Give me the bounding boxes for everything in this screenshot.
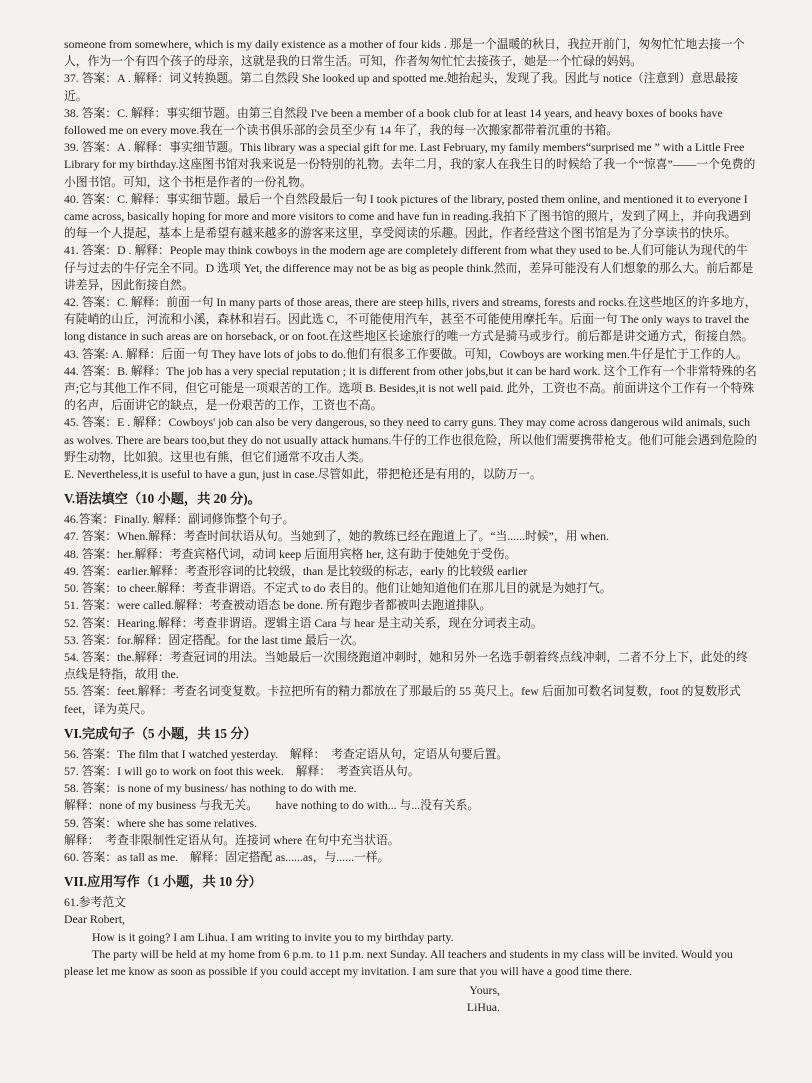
answer-42: 42. 答案：C. 解释：前面一句 In many parts of those areas, there are steep hills, rivers and streams, forests and rocks.在这些地区的许多地方，有陡峭的山丘，河流和小溪，森林和岩石。因此选 C，不可能使用汽车，甚至不可能使用摩托车。后面一句 The only ways to travel the long distance in such areas are on horseback, or on foot.在这些地区长途旅行的唯一方式是骑马或步行。前后都是讲交通方式，衔接自然。 (64, 295, 757, 344)
answer-37: 37. 答案：A . 解释：词义转换题。第二自然段 She looked up and spotted me.她抬起头，发现了我。因此与 notice（注意到）意思最接近。 (64, 71, 739, 103)
answer-59: 59. 答案：where she has some relatives. (64, 815, 257, 830)
answer-57: 57. 答案：I will go to work on foot this week. 解释： 考查宾语从句。 (64, 763, 420, 778)
answer-45: 45. 答案：E . 解释：Cowboys' job can also be very dangerous, so they need to carry guns. They may come across dangerous wild animals, such as wolves. There are bears too,but they do not usually attack humans.牛仔的工作也很危险，所以他们需要携带枪支。他们可能会遇到危险的野生动物，比如狼。这里也有熊，但它们通常不攻击人类。 (64, 415, 758, 464)
answer-58: 58. 答案：is none of my business/ has nothing to do with me. (64, 781, 357, 796)
section-title: V.语法填空（10 小题，共 20 分)。 (64, 491, 261, 507)
answer-47: 47. 答案：When.解释：考查时间状语从句。当她到了，她的教练已经在跑道上了。“当......时候”，用 when. (64, 529, 609, 544)
answer-51: 51. 答案：were called.解释：考查被动语态 be done. 所有跑步者都被叫去跑道排队。 (64, 598, 492, 613)
answer-54: 54. 答案：the.解释：考查冠词的用法。当她最后一次围绕跑道冲刺时，她和另外一名选手朝着终点线冲刺，二者不分上下，此处的终点线是特指，故用 the. (64, 649, 748, 682)
answer-56: 56. 答案：The film that I watched yesterday. 解释： 考查定语从句，定语从句要后置。 (64, 746, 509, 761)
answer-39: 39. 答案：A . 解释：事实细节题。This library was a special gift for me. Last February, my family members“surprised me ” with a Little Free Library for my birthday.这座图书馆对我来说是一份特别的礼物。去年二月，我的家人在我生日的时候给了我一个“惊喜”——一个免费的小图书馆。可知，这个书柜是作者的一份礼物。 (64, 140, 756, 189)
section-title: VII.应用写作（1 小题，共 10 分） (64, 874, 262, 890)
answer-50: 50. 答案：to cheer.解释：考查非谓语。不定式 to do 表目的。他们让她知道他们在那儿目的就是为她打气。 (64, 581, 612, 596)
answer-41: 41. 答案：D . 解释：People may think cowboys in the modern age are completely different from what they used to be.人们可能认为现代的牛仔与过去的牛仔完全不同。D 选项 Yet, the difference may not be as big as people think.然而，差异可能没有人们想象的那么大。前后都是讲差异，因此衔接自然。 (64, 243, 754, 292)
intro-line: someone from somewhere, which is my daily existence as a mother of four kids . 那是一个温暖的秋日，我拉开前门，匆匆忙忙地去接一个人，作为一个有四个孩子的母亲，这就是我的日常生活。可知，作者匆匆忙忙去接孩子，她是一个忙碌的妈妈。 (64, 37, 745, 69)
letter-signature: LiHua. (466, 1000, 500, 1015)
section-writing (64, 872, 758, 1016)
answer-55: 55. 答案：feet.解释：考查名词变复数。卡拉把所有的精力都放在了那最后的 55 英尺上。few 后面加可数名词复数，foot 的复数形式 feet，译为英尺。 (64, 684, 741, 716)
answer-60: 60. 答案：as tall as me. 解释：固定搭配 as......as，与......一样。 (64, 849, 390, 864)
answer-46: 46.答案：Finally. 解释：副词修饰整个句子。 (64, 512, 295, 527)
model-essay-label: 61.参考范文 (64, 895, 126, 910)
reading-answers (64, 70, 758, 483)
option-e-text: E. Nevertheless,it is useful to have a gun, just in case.尽管如此，带把枪还是有用的，以防万一。 (64, 467, 542, 482)
answer-53: 53. 答案：for.解释：固定搭配。for the last time 最后一次。 (64, 632, 364, 647)
letter-closing: Yours, (469, 983, 500, 998)
letter-paragraph: The party will be held at my home from 6 p.m. to 11 p.m. next Sunday. All teachers and students in my class will be invited. Would you please let me know as soon as possible if you could accept my invitation. I am sure that you will have a good time there. (64, 946, 733, 978)
answer-40: 40. 答案：C. 解释：事实细节题。最后一个自然段最后一句 I took pictures of the library, posted them online, and mentioned it to everyone I came across, basically hoping for more and more visitors to come and have fun in reading.我拍下了图书馆的照片，发到了网上，并向我遇到的每一个人提起，基本上是希望有越来越多的游客来这里，享受阅读的乐趣。因此，作者经营这个图书馆是为了分享读书的快乐。 (64, 191, 752, 241)
section-sentence-completion (64, 724, 758, 866)
section-grammar-fill (64, 489, 758, 717)
intro-paragraph (64, 36, 758, 70)
letter-paragraph: How is it going? I am Lihua. I am writing to invite you to my birthday party. (92, 929, 454, 944)
explanation-59: 解释： 考查非限制性定语从句。连接词 where 在句中充当状语。 (64, 832, 400, 847)
answer-48: 48. 答案：her.解释：考查宾格代词，动词 keep 后面用宾格 her, 这有助于使她免于受伤。 (64, 546, 517, 561)
letter-salutation: Dear Robert, (64, 912, 125, 927)
answer-52: 52. 答案：Hearing.解释：考查非谓语。逻辑主语 Cara 与 hear 是主动关系，现在分词表主动。 (64, 615, 543, 630)
letter-sign-off (64, 982, 758, 1016)
explanation-58: 解释：none of my business 与我无关。 have nothing to do with... 与...没有关系。 (64, 798, 480, 813)
answer-43: 43. 答案: A. 解释：后面一句 They have lots of jobs to do.他们有很多工作要做。可知，Cowboys are working men.牛仔是忙于工作的人。 (64, 346, 748, 361)
section-title: VI.完成句子（5 小题，共 15 分） (64, 725, 257, 741)
answer-49: 49. 答案：earlier.解释：考查形容词的比较级，than 是比较级的标志，early 的比较级 earlier (64, 563, 528, 578)
answer-38: 38. 答案：C. 解释：事实细节题。由第三自然段 I've been a member of a book club for at least 14 years, and heavy boxes of books have followed me on every move.我在一个读书俱乐部的会员至少有 14 年了，我的每一次搬家都带着沉重的书箱。 (64, 105, 723, 138)
answer-44: 44. 答案：B. 解释：The job has a very special reputation ; it is different from other jobs,but it can be hard work. 这个工作有一个非常特殊的名声;它与其他工作不同，但它可能是一项艰苦的工作。选项 B. Besides,it is not well paid. 此外，工资也不高。前面讲这个工作有一个特殊的名声，后面讲它的缺点，是一份艰苦的工作，工资也不高。 (64, 363, 757, 413)
